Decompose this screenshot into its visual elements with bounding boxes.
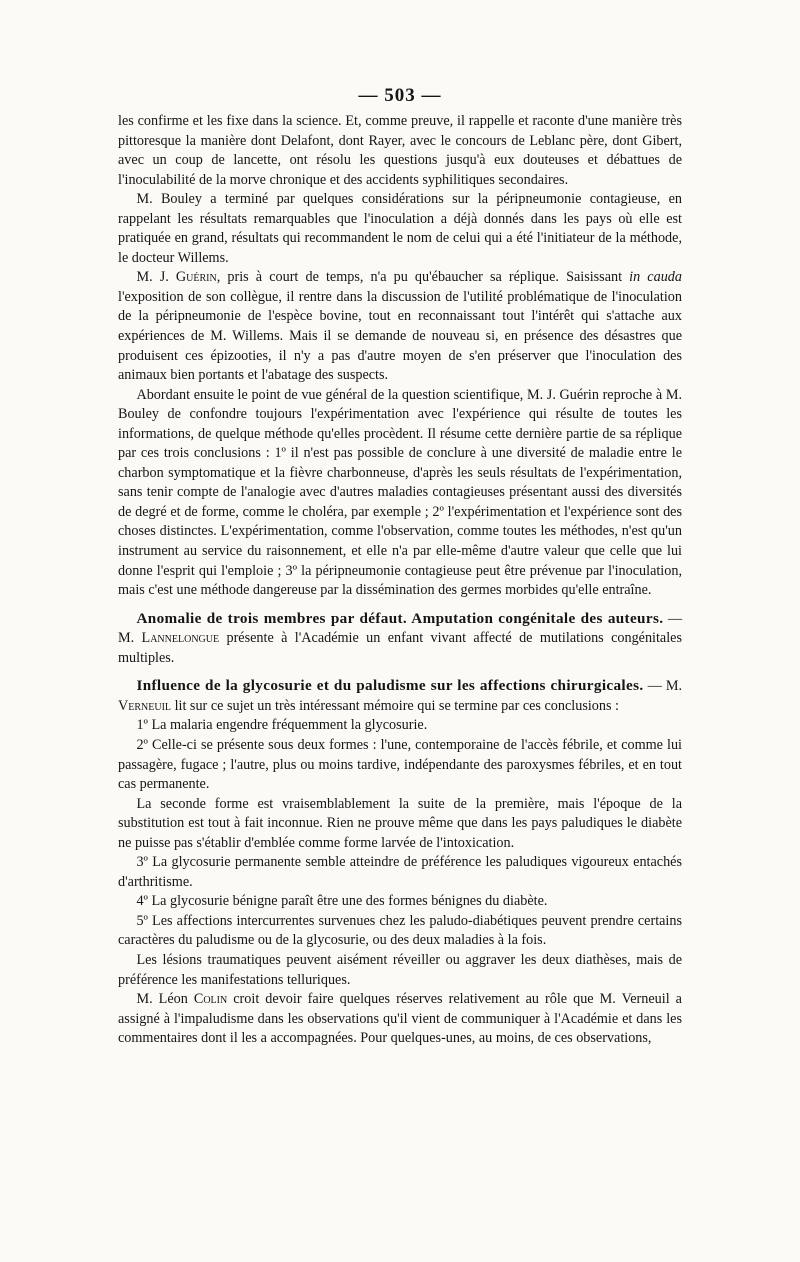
- paragraph-text: M. Bouley a terminé par quelques considérations sur la péripneumonie contagieuse, en rappelant les résultats remarquables que l'inoculation a déjà donnés dans les pays où elle est pratiquée en grand, résultats qui recommandent le nom de celui qui a été l'initiateur de la méthode, le docteur Willems.: [118, 191, 682, 266]
- paragraph-text: 2º Celle-ci se présente sous deux formes : l'une, contemporaine de l'accès fébrile, et comme lui passagère, fugace ; l'autre, plus ou moins tardive, indépendante des paroxysmes fébriles, et en tout cas permanente.: [118, 736, 682, 793]
- paragraph-text: — M.: [643, 678, 683, 695]
- paragraph-colin-reserves: [118, 990, 682, 1049]
- paragraph-text: lit sur ce sujet un très intéressant mémoire qui se termine par ces conclusions :: [171, 697, 619, 714]
- author-name-lannelongue: Lannelongue: [141, 630, 220, 647]
- paragraph-text: l'exposition de son collègue, il rentre dans la discussion de l'utilité problématique de l'inoculation de la péripneumonie de l'espèce bovine, tout en reconnaissant tout l'intérêt qui s'attache aux expériences de M. Willems. Mais il se demande de nouveau si, en présence des désastres que produisent ces épizooties, il n'y a pas d'autre moyen de s'en préserver que l'inoculation des animaux bien portants et l'abatage des suspects.: [118, 288, 682, 384]
- conclusion-item-3: [118, 853, 682, 892]
- conclusion-item-2: [118, 736, 682, 795]
- paragraph-text: 5º Les affections intercurrentes survenues chez les paludo-diabétiques peuvent prendre certains caractères du paludisme ou de la glycosurie, ou des deux maladies à la fois.: [118, 912, 682, 949]
- conclusion-item-4: [118, 892, 682, 912]
- paragraph-text: , pris à court de temps, n'a pu qu'ébaucher sa réplique. Saisissant: [216, 269, 630, 286]
- paragraph-text: M. J.: [136, 269, 176, 286]
- paragraph-guerin-conclusions: [118, 386, 682, 601]
- paragraph-text: 3º La glycosurie permanente semble atteindre de préférence les paludiques vigoureux entachés d'arthritisme.: [118, 854, 682, 890]
- conclusion-item-5: [118, 912, 682, 951]
- paragraph-text: les confirme et les fixe dans la science. Et, comme preuve, il rappelle et raconte d'une manière très pittoresque la manière dont Delafont, dont Rayer, avec le concours de Leblanc père, dont Gibert, avec un coup de lancette, ont résolu les questions jusqu'à eux douteuses et débattues de l'inoculabilité de la morve chronique et des accidents syphilitiques secondaires.: [118, 113, 682, 188]
- section-glycosurie-paludisme: [118, 676, 682, 716]
- conclusion-item-1: [118, 716, 682, 736]
- section-title: Anomalie de trois membres par défaut. Amputation congénitale des auteurs.: [136, 609, 664, 627]
- section-title: Influence de la glycosurie et du paludisme sur les affections chirurgicales.: [136, 677, 644, 695]
- paragraph-bouley-peripneumonie: [118, 190, 682, 268]
- paragraph-text: — M.: [118, 610, 683, 647]
- paragraph-text: Les lésions traumatiques peuvent aisément réveiller ou aggraver les deux diathèses, mais de préférence les manifestations telluriques.: [118, 951, 682, 988]
- author-name-guerin: Guérin: [175, 269, 217, 286]
- paragraph-text: Abordant ensuite le point de vue général de la question scientifique, M. J. Guérin reproche à M. Bouley de confondre toujours l'expérimentation avec l'expérience qui résulte de toutes les informations, de quelque méthode qu'elles procèdent. Il résume cette dernière partie de sa réplique par ces trois conclusions : 1º il n'est pas possible de conclure à une diversité de maladie entre le charbon symptomatique et la fièvre charbonneuse, d'après les seuls résultats de l'expérimentation, sans tenir compte de l'analogie avec d'autres maladies contagieuses présentant aussi des diversités de degré et de forme, comme le choléra, par exemple ; 2º l'expérimentation et l'expérience sont des choses distinctes. L'expérimentation, comme l'observation, comme toutes les méthodes, n'est qu'un instrument au service du raisonnement, et elle n'a par elle-même d'autre valeur que celle que lui donne l'esprit qui l'emploie ; 3º la péripneumonie contagieuse peut être prévenue par l'inoculation, mais c'est une méthode dangereuse par la dissémination des germes morbides qu'elle entraîne.: [118, 386, 682, 599]
- author-name-colin: Colin: [193, 991, 228, 1008]
- paragraph-text: croit devoir faire quelques réserves relativement au rôle que M. Verneuil a assigné à l'impaludisme dans les observations qu'il vient de communiquer à l'Académie et dans les commentaires dont il les a accompagnées. Pour quelques-unes, au moins, de ces observations,: [118, 991, 682, 1047]
- section-anomalie-membres: [118, 609, 682, 669]
- paragraph-text: La seconde forme est vraisemblablement la suite de la première, mais l'époque de la substitution est tout à fait inconnue. Rien ne prouve même que dans les pays paludiques le diabète ne puisse pas s'établir d'emblée comme forme larvée de l'intoxication.: [118, 795, 682, 851]
- paragraph-text: 4º La glycosurie bénigne paraît être une des formes bénignes du diabète.: [136, 893, 548, 910]
- paragraph-text: 1º La malaria engendre fréquemment la glycosurie.: [136, 717, 428, 734]
- paragraph-morve-syphilis: [118, 112, 682, 190]
- paragraph-guerin-replique: [118, 268, 682, 385]
- conclusion-lesions: [118, 951, 682, 990]
- paragraph-text: M. Léon: [136, 991, 194, 1008]
- conclusion-item-2-continued: [118, 795, 682, 854]
- paragraph-text: présente à l'Académie un enfant vivant affecté de mutilations congénitales multiples.: [118, 630, 682, 666]
- italic-latin-phrase: in cauda: [629, 269, 682, 286]
- page-number: — 503 —: [358, 85, 442, 106]
- author-name-verneuil: Verneuil: [118, 697, 172, 714]
